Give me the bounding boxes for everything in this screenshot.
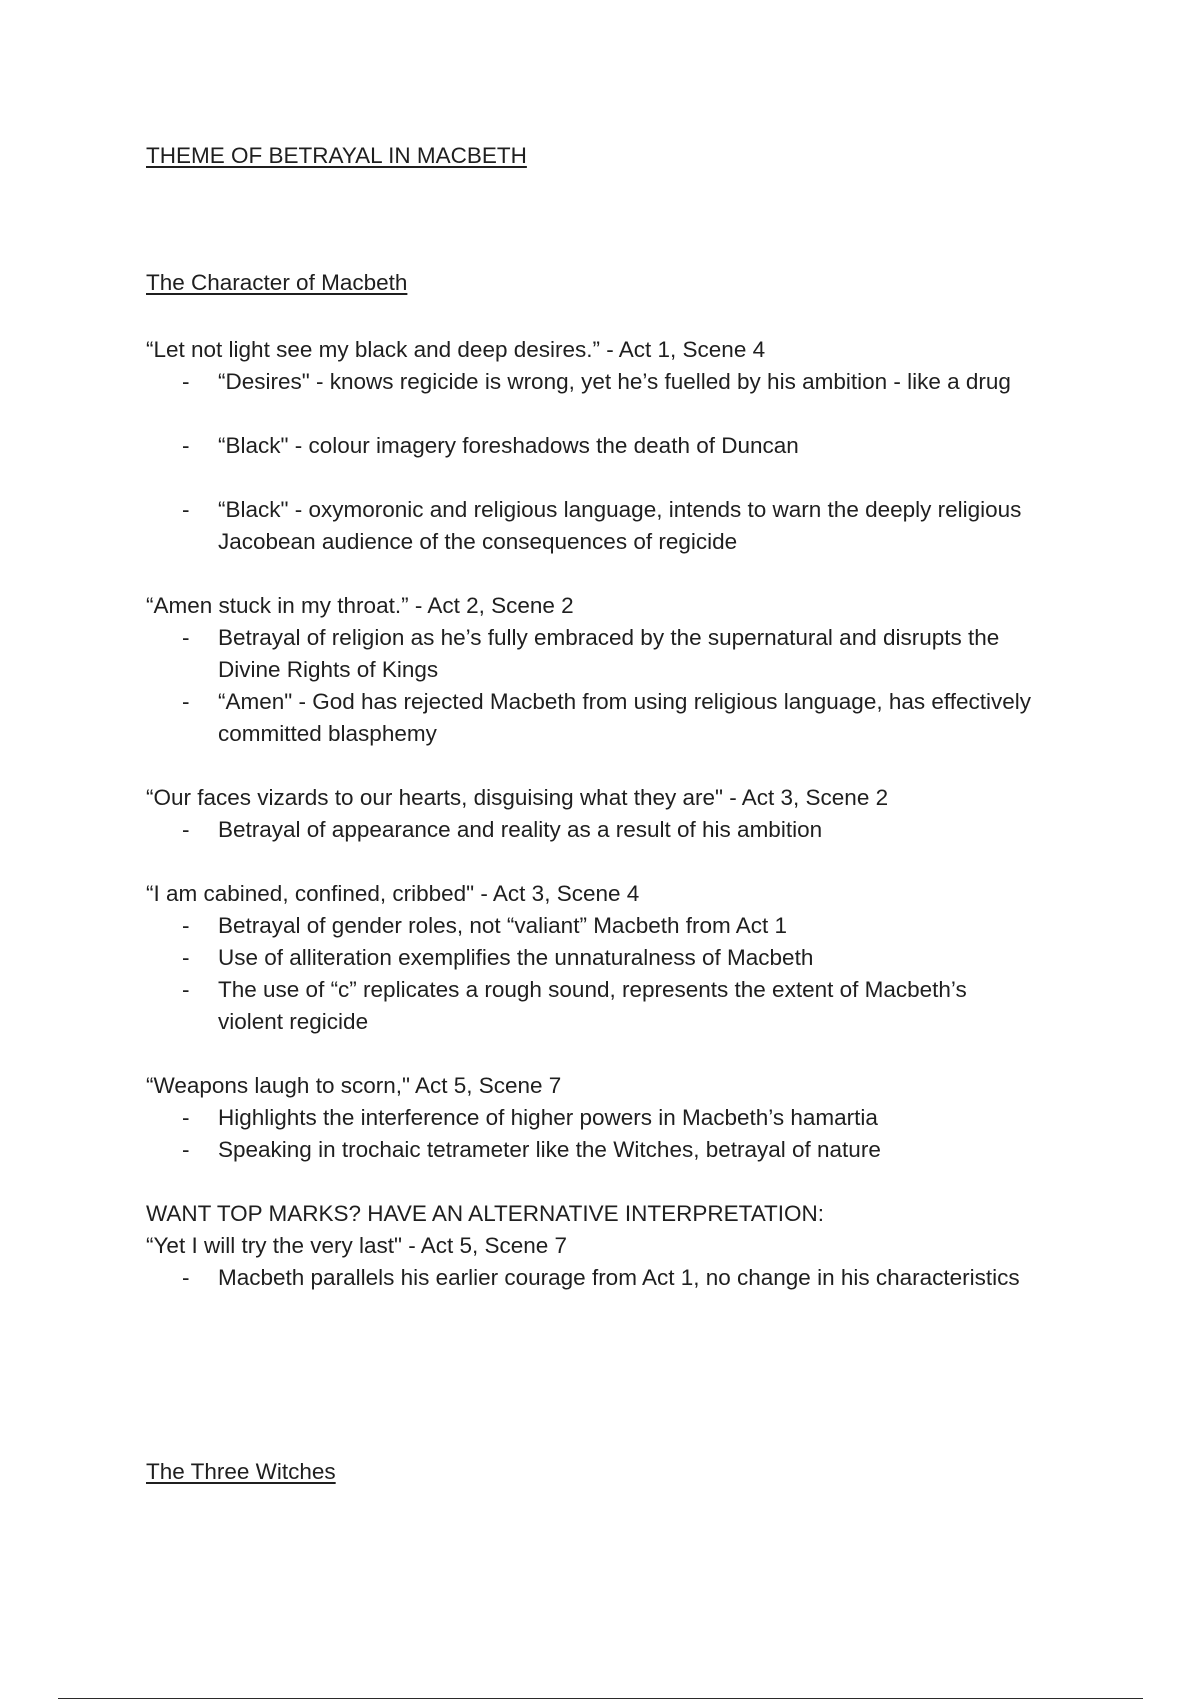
analysis-text: “Desires" - knows regicide is wrong, yet he’s fuelled by his ambition - like a drug <box>218 369 1011 394</box>
bullet-dash: - <box>182 369 190 394</box>
quote-text: “I am cabined, confined, cribbed" - Act 3, Scene 4 <box>146 881 640 906</box>
quote-text: “Let not light see my black and deep desires.” - Act 1, Scene 4 <box>146 337 766 362</box>
document-title: THEME OF BETRAYAL IN MACBETH <box>146 143 527 168</box>
analysis-point <box>146 430 1046 462</box>
analysis-text: Betrayal of religion as he’s fully embraced by the supernatural and disrupts the Divine Rights of Kings <box>218 625 1000 682</box>
analysis-list <box>146 1102 1046 1166</box>
analysis-text: “Black" - colour imagery foreshadows the death of Duncan <box>218 433 799 458</box>
section-heading-witches: The Three Witches <box>146 1459 336 1484</box>
bullet-dash: - <box>182 1137 190 1162</box>
analysis-text: Speaking in trochaic tetrameter like the Witches, betrayal of nature <box>218 1137 881 1162</box>
analysis-list <box>146 910 1046 1038</box>
section-heading-macbeth: The Character of Macbeth <box>146 270 408 295</box>
bullet-dash: - <box>182 1265 190 1290</box>
quote-block <box>146 1070 1046 1166</box>
analysis-list <box>146 1262 1046 1294</box>
analysis-text: Betrayal of gender roles, not “valiant” Macbeth from Act 1 <box>218 913 788 938</box>
analysis-point <box>146 1134 1046 1166</box>
analysis-text: Macbeth parallels his earlier courage from Act 1, no change in his characteristics <box>218 1265 1020 1290</box>
analysis-point <box>146 974 1046 1038</box>
quote-block <box>146 878 1046 1038</box>
alternative-interpretation <box>146 1198 1046 1294</box>
analysis-text: “Black" - oxymoronic and religious language, intends to warn the deeply religious Jacobean audience of the consequences of regicide <box>218 497 1022 554</box>
quote-block <box>146 334 1046 558</box>
analysis-point <box>146 1262 1046 1294</box>
analysis-point <box>146 686 1046 750</box>
bullet-dash: - <box>182 817 190 842</box>
analysis-point <box>146 942 1046 974</box>
analysis-list <box>146 622 1046 750</box>
alternative-heading: WANT TOP MARKS? HAVE AN ALTERNATIVE INTERPRETATION: <box>146 1201 825 1226</box>
analysis-point <box>146 494 1046 558</box>
analysis-point <box>146 910 1046 942</box>
bullet-dash: - <box>182 977 190 1002</box>
bullet-dash: - <box>182 1105 190 1130</box>
bullet-dash: - <box>182 625 190 650</box>
analysis-text: Use of alliteration exemplifies the unnaturalness of Macbeth <box>218 945 814 970</box>
analysis-text: “Amen" - God has rejected Macbeth from using religious language, has effectively committed blasphemy <box>218 689 1031 746</box>
macbeth-notes <box>146 334 1046 1294</box>
analysis-list <box>146 366 1046 558</box>
quote-text: “Our faces vizards to our hearts, disguising what they are" - Act 3, Scene 2 <box>146 785 889 810</box>
quote-text: “Weapons laugh to scorn," Act 5, Scene 7 <box>146 1073 562 1098</box>
bullet-dash: - <box>182 689 190 714</box>
analysis-text: Betrayal of appearance and reality as a result of his ambition <box>218 817 823 842</box>
analysis-text: The use of “c” replicates a rough sound, represents the extent of Macbeth’s violent regicide <box>218 977 967 1034</box>
bullet-dash: - <box>182 497 190 522</box>
bullet-dash: - <box>182 945 190 970</box>
analysis-list <box>146 814 1046 846</box>
analysis-text: Highlights the interference of higher powers in Macbeth’s hamartia <box>218 1105 878 1130</box>
analysis-point <box>146 814 1046 846</box>
quote-text: “Amen stuck in my throat.” - Act 2, Scene 2 <box>146 593 574 618</box>
quote-block <box>146 590 1046 750</box>
analysis-point <box>146 366 1046 398</box>
bullet-dash: - <box>182 433 190 458</box>
bullet-dash: - <box>182 913 190 938</box>
quote-block <box>146 782 1046 846</box>
quote-text: “Yet I will try the very last" - Act 5, Scene 7 <box>146 1233 568 1258</box>
page-bottom-divider <box>58 1698 1143 1699</box>
analysis-point <box>146 1102 1046 1134</box>
analysis-point <box>146 622 1046 686</box>
